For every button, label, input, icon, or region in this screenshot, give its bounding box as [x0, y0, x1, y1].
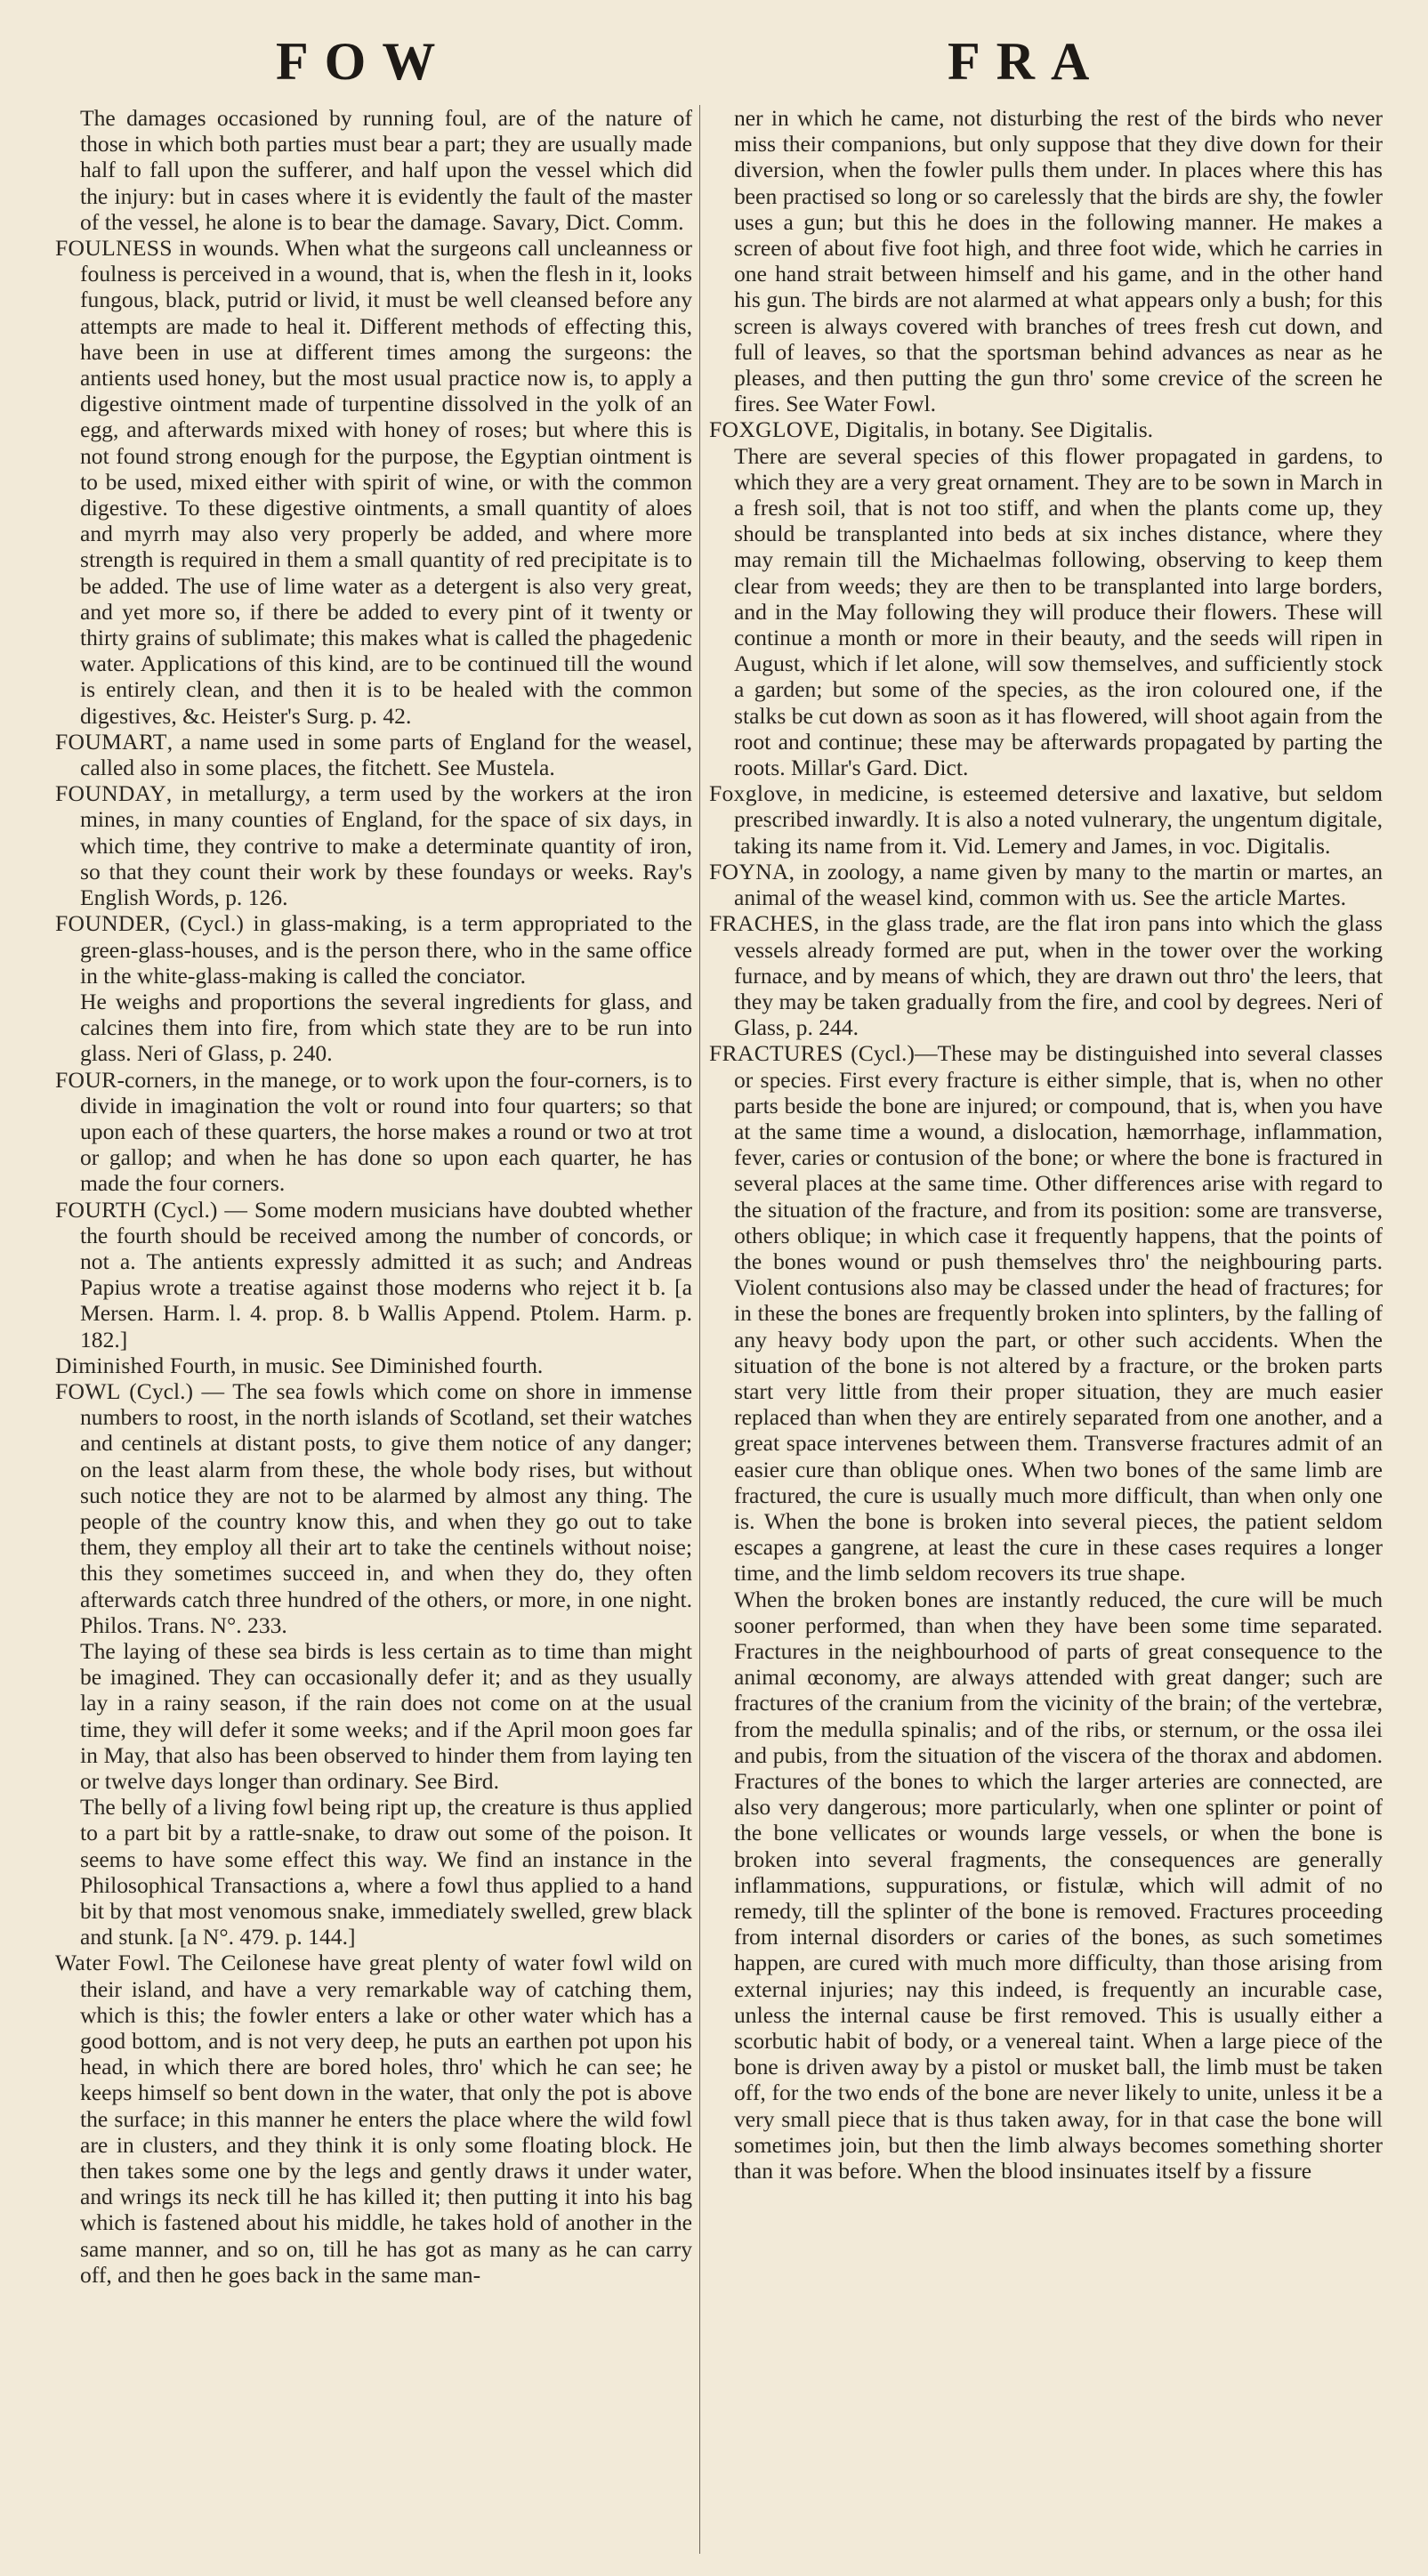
entry-text: , a name used in some parts of England for the weasel, called also in some places, the fitchett. See Mustela. — [80, 728, 692, 781]
entry-headword: Water — [55, 1950, 110, 1976]
left-column — [55, 105, 692, 2288]
entry — [55, 1950, 692, 2288]
paragraph: He weighs and proportions the several ingredients for glass, and calcines them into fire, from which state they are to be run into glass. Neri of Glass, p. 240. — [80, 988, 692, 1067]
entry — [709, 859, 1383, 910]
entry — [709, 780, 1383, 859]
entry-text: Fourth, in music. See Diminished fourth. — [164, 1352, 544, 1378]
entry-text: (Cycl.) — The sea fowls which come on shore in immense numbers to roost, in the north islands of Scotland, set their watches and centinels at distant posts, to give them notice of any danger; on the least alarm from these, the whole body rises, but without such notice they are not to be alarmed by almost any thing. The people of the country know this, and when they go out to take them, they employ all their art to take the centinels without noise; this they sometimes succeed in, and when they do, they often afterwards catch three hundred of the others, or more, in one night. Philos. Trans. N°. 233. — [80, 1377, 692, 1638]
entry-headword: FOYNA — [709, 858, 789, 884]
entry-text: , in metallurgy, a term used by the workers at the iron mines, in many counties of England, for the space of six days, in which time, they contrive to make a determinate quantity of iron, so that they count their work by these foundays or weeks. Ray's English Words, p. 126. — [80, 780, 692, 911]
entry-text: -corners, in the manege, or to work upon the four-corners, is to divide in imagination the volt or round into four quarters; so that upon each of these quarters, the horse makes a round or two at trot or gallop; and when he has done so upon each quarter, he has made the four corners. — [80, 1066, 692, 1197]
entry — [55, 1197, 692, 1353]
entry — [55, 1353, 692, 1378]
entry-headword: Foxglove — [709, 780, 798, 807]
entry-text: , Digitalis, in botany. See Digitalis. — [834, 416, 1154, 443]
entry-headword: Diminished — [55, 1352, 165, 1378]
paragraph: The laying of these sea birds is less certain as to time than might be imagined. They can occasionally defer it; and as they usually lay in a rainy season, if the rain does not come on at the usual time, they will defer it some weeks; and if the April moon goes far in May, that also has been observed to hinder them from laying ten or twelve days longer than ordinary. See Bird. — [80, 1637, 692, 1794]
entry-text: , in medicine, is esteemed detersive and laxative, but seldom prescribed inwardly. It is also a noted vulnerary, the ungentum digitale, taking its name from it. Vid. Lemery and James, in voc. Digitalis. — [734, 780, 1383, 859]
entry-text: (Cycl.) — Some modern musicians have doubted whether the fourth should be received among the number of concords, or not a. The antients expressly admitted it as such; and Andreas Papius wrote a treatise against those moderns who reject it b. [a Mersen. Harm. l. 4. prop. 8. b Wallis Append. Ptolem. Harm. p. 182.] — [80, 1196, 692, 1353]
entry — [55, 1067, 692, 1197]
entry-text: , (Cycl.) in glass-making, is a term appropriated to the green-glass-houses, and is the person there, who in the same office in the white-glass-making is called the conciator. — [80, 910, 692, 989]
entry-headword: FOURTH — [55, 1196, 147, 1223]
paragraph: There are several species of this flower propagated in gardens, to which they are a very great ornament. They are to be sown in March in a fresh soil, that is not too stiff, and when the plants come up, they should be transplanted into beds at six inches distance, where they may remain till the Michaelmas following, observing to keep them clear from weeds; they are then to be transplanted into large borders, and in the May following they will produce their flowers. These will continue a month or more in their beauty, and the seeds will ripen in August, which if let alone, will sow themselves, and sufficiently stock a garden; but some of the species, as the iron coloured one, if the stalks be cut down as soon as it has flowered, will shoot again from the root and continue; these may be afterwards propagated by parting the roots. Millar's Gard. Dict. — [734, 442, 1383, 781]
column-divider — [699, 105, 700, 2554]
entry — [709, 416, 1383, 442]
entry-text: , in zoology, a name given by many to the martin or martes, an animal of the weasel kind, common with us. See the article Martes. — [734, 858, 1383, 911]
entry-text: (Cycl.)—These may be distinguished into several classes or species. First every fracture is either simple, that is, when no other parts beside the bone are injured; or compound, that is, when you have at the same time a wound, a dislocation, hæmorrhage, inflammation, fever, caries or contusion of the bone; or where the bone is fractured in several places at the same time. Other differences arise with regard to the situation of the fracture, and from its position: some are transverse, others oblique; in which case it frequently happens, that the points of the bones wound or push themselves thro' the neighbouring parts. Violent contusions also may be classed under the head of fractures; for in these the bones are frequently broken into splinters, by the falling of any heavy body upon the part, or other such accidents. When the situation of the bone is not altered by a fracture, or the broken parts start very little from their proper situation, they are much easier replaced than when they are entirely separated from one another, and a great space intervenes between them. Transverse fractures admit of an easier cure than oblique ones. When two bones of the same limb are fractured, the cure is usually much more difficult, than when only one is. When the bone is broken into several pieces, the patient seldom escapes a gangrene, at least the cure in these cases requires a longer time, and the limb seldom recovers its true shape. — [734, 1040, 1383, 1587]
running-head-left: FOW — [276, 32, 452, 91]
entry — [55, 910, 692, 989]
entry-headword: FOXGLOVE — [709, 416, 835, 443]
paragraph: The belly of a living fowl being ript up, the creature is thus applied to a part bit by a rattle-snake, to draw out some of the poison. It seems to have some effect this way. We find an instance in the Philosophical Transactions a, where a fowl thus applied to a hand bit by that most venomous snake, immediately swelled, grew black and stunk. [a N°. 479. p. 144.] — [80, 1794, 692, 1950]
entry — [709, 910, 1383, 1040]
entry-text: in wounds. When what the surgeons call uncleanness or foulness is perceived in a wound, that is, when the flesh in it, looks fungous, black, putrid or livid, it must be well cleansed before any attempts are made to heal it. Different methods of effecting this, have been in use at different times among the surgeons: the antients used honey, but the most usual practice now is, to apply a digestive ointment made of turpentine dissolved in the yolk of an egg, and afterwards mixed with honey of roses; but where this is not found strong enough for the purpose, the Egyptian ointment is to be used, mixed either with spirit of wine, or with the common digestive. To these digestive ointments, a small quantity of aloes and myrrh may also very properly be added, and where more strength is required in them a small quantity of red precipitate is to be added. The use of lime water as a detergent is also very great, and yet more so, if there be added to every pint of it twenty or thirty grains of sublimate; this makes what is called the phagedenic water. Applications of this kind, are to be continued till the wound is entirely clean, and then it is to be healed with the common digestives, &c. Heister's Surg. p. 42. — [80, 235, 693, 729]
entry — [55, 235, 692, 729]
entry-headword: FRACTURES — [709, 1040, 843, 1067]
entry — [709, 1040, 1383, 1586]
paragraph: When the broken bones are instantly reduced, the cure will be much sooner performed, than when they have been some time separated. Fractures in the neighbourhood of parts of great consequence to the animal œconomy, are always attended with great danger; such are fractures of the cranium from the vicinity of the brain; of the vertebræ, from the medulla spinalis; and of the ribs, or sternum, or the ossa ilei and pubis, from the situation of the viscera of the thorax and abdomen. Fractures of the bones to which the larger arteries are connected, are also very dangerous; more particularly, when one splinter or point of the bone vellicates or wounds large vessels, or when the bone is broken into several fragments, the consequences are generally inflammations, suppurations, or fistulæ, which will admit of no remedy, till the splinter of the bone is removed. Fractures proceeding from internal disorders or caries of the bones, as such sometimes happen, are cured with much more difficulty, than those arising from external injuries; nay this indeed, is frequently an incurable case, unless the internal cause be first removed. This is usually either a scorbutic habit of body, or a venereal taint. When a large piece of the bone is driven away by a pistol or musket ball, the limb must be taken off, for the two ends of the bone are never likely to unite, unless it be a very small piece that is thus taken away, for in that case the bone will sometimes join, but then the limb always becomes something shorter than it was before. When the blood insinuates itself by a fissure — [734, 1586, 1383, 2184]
entry-headword: FOUNDER — [55, 910, 165, 937]
entry — [55, 1378, 692, 1638]
running-head-right: FRA — [948, 32, 1106, 91]
paragraph: The damages occasioned by running foul, are of the nature of those in which both parties must bear a part; they are usually made half to fall upon the sufferer, and half upon the vessel which did the injury: but in cases where it is evidently the fault of the master of the vessel, he alone is to bear the damage. Savary, Dict. Comm. — [80, 105, 692, 235]
entry-headword: FOUR — [55, 1066, 117, 1093]
right-column — [709, 105, 1383, 2184]
entry-headword: FOUNDAY — [55, 780, 166, 807]
entry-headword: FRACHES — [709, 910, 814, 937]
paragraph: ner in which he came, not disturbing the rest of the birds who never miss their companions, but only suppose that they dive down for their diversion, when the fowler pulls them under. In places where this has been practised so long or so carelessly that the birds are shy, the fowler uses a gun; but this he does in the following manner. He makes a screen of about five foot high, and three foot wide, which he carries in one hand strait between himself and his game, and in the other hand his gun. The birds are not alarmed at what appears only a bush; for this screen is always covered with branches of trees fresh cut down, and full of leaves, so that the sportsman behind advances as near as he pleases, and then putting the gun thro' some crevice of the screen he fires. See Water Fowl. — [734, 105, 1383, 417]
entry-text: , in the glass trade, are the flat iron pans into which the glass vessels already formed are put, when in the tower over the working furnace, and by means of which, they are drawn out thro' the leers, that they may be taken gradually from the fire, and cool by degrees. Neri of Glass, p. 244. — [734, 910, 1383, 1041]
entry-headword: FOWL — [55, 1377, 121, 1404]
entry-text: Fowl. The Ceilonese have great plenty of water fowl wild on their island, and have a very remarkable way of catching them, which is this; the fowler enters a lake or other water which has a good bottom, and is not very deep, he puts an earthen pot upon his head, in which there are bored holes, thro' which he can see; he keeps himself so bent down in the water, that only the pot is above the surface; in this manner he enters the place where the wild fowl are in clusters, and they think it is only some floating block. He then takes some one by the legs and gently draws it under water, and wrings its neck till he has killed it; then putting it into his bag which is fastened about his middle, he takes hold of another in the same manner, and so on, till he has got as many as he can carry off, and then he goes back in the same man- — [80, 1950, 692, 2288]
entry — [55, 729, 692, 780]
entry-headword: FOUMART — [55, 728, 167, 755]
entry-headword: FOULNESS — [55, 235, 173, 262]
entry — [55, 780, 692, 910]
